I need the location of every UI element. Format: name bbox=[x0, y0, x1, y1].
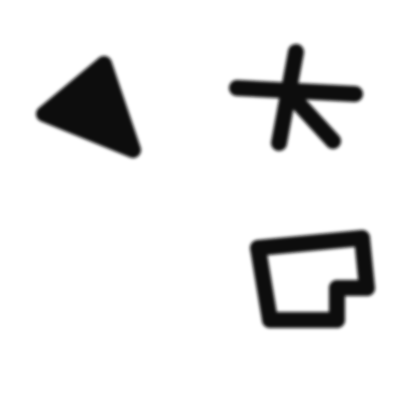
notched-square-outline-icon bbox=[250, 230, 375, 328]
asterisk-icon bbox=[237, 52, 355, 143]
triangle-icon bbox=[44, 64, 133, 150]
